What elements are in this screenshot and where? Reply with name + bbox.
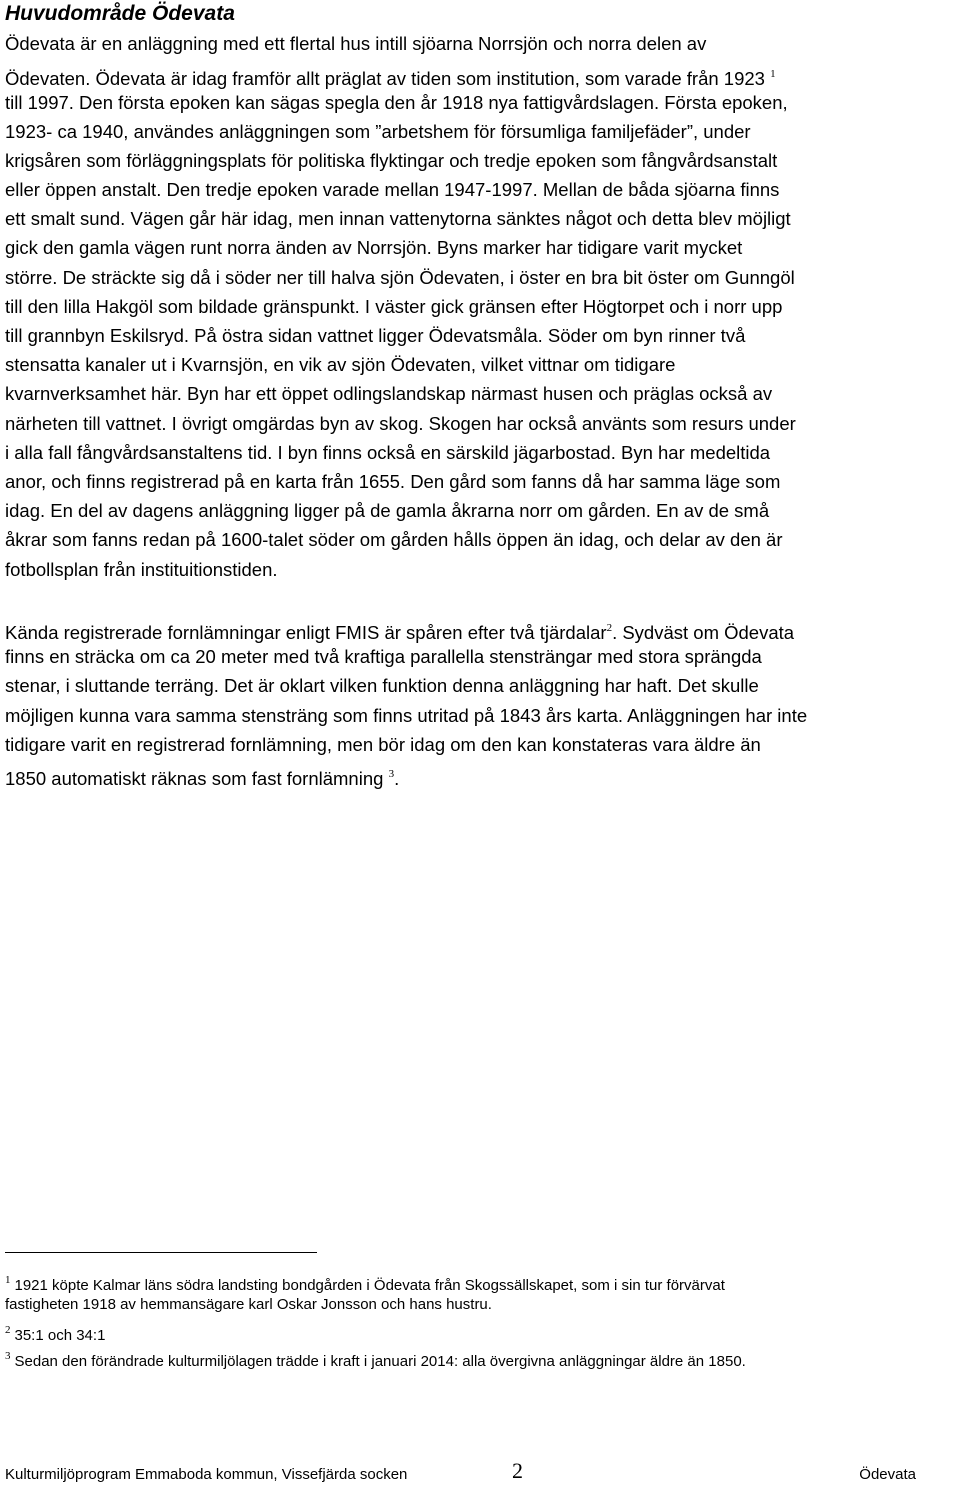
paragraph-line: anor, och finns registrerad på en karta från 1655. Den gård som fanns då har samma läge som <box>5 471 781 492</box>
paragraph-line: till den lilla Hakgöl som bildade gränspunkt. I väster gick gränsen efter Högtorpet och i norr upp <box>5 296 783 317</box>
footnote: $^1$ 1921 köpte Kalmar läns södra landsting bondgården i Ödevata från Skogssällskapet, som i sin tur förvärvat <box>5 1274 725 1294</box>
paragraph-line: närheten till vattnet. I övrigt omgärdas byn av skog. Skogen har också använts som resurs under <box>5 413 796 434</box>
paragraph-line: till grannbyn Eskilsryd. På östra sidan vattnet ligger Ödevatsmåla. Söder om byn rinner två <box>5 325 746 346</box>
footer-section-name: Ödevata <box>859 1466 916 1483</box>
paragraph-line: 1923- ca 1940, användes anläggningen som ”arbetshem för försumliga familjefäder”, under <box>5 121 751 142</box>
paragraph-line: krigsåren som förläggningsplats för politiska flyktingar och tredje epoken som fångvårdsanstalt <box>5 150 778 171</box>
paragraph-line: kvarnverksamhet här. Byn har ett öppet odlingslandskap närmast husen och präglas också av <box>5 383 773 404</box>
paragraph-line: möjligen kunna vara samma stensträng som finns utritad på 1843 års karta. Anläggningen har inte <box>5 705 808 726</box>
paragraph-line: idag. En del av dagens anläggning ligger på de gamla åkrarna norr om gården. En av de små <box>5 500 770 521</box>
footnote-mark: 3 <box>5 1350 11 1362</box>
paragraph-line: finns en sträcka om ca 20 meter med två kraftiga parallella stensträngar med stora sprängda <box>5 646 762 667</box>
footnote: $^2$ 35:1 och 34:1 <box>5 1324 106 1344</box>
paragraph-line: Ödevata är en anläggning med ett flertal hus intill sjöarna Norrsjön och norra delen av <box>5 33 707 54</box>
footnote-reference: 3 <box>388 768 395 780</box>
footnote-mark: 2 <box>5 1324 11 1336</box>
paragraph-line: stensatta kanaler ut i Kvarnsjön, en vik av sjön Ödevaten, vilket vittnar om tidigare <box>5 354 676 375</box>
footnote-separator <box>5 1252 317 1253</box>
footer-document-title: Kulturmiljöprogram Emmaboda kommun, Vissefjärda socken <box>5 1466 408 1483</box>
footnote-continuation: fastigheten 1918 av hemmansägare karl Oskar Jonsson och hans hustru. <box>5 1296 492 1313</box>
paragraph-line: större. De sträckte sig då i söder ner till halva sjön Ödevaten, i öster en bra bit öster om Gunngöl <box>5 267 795 288</box>
paragraph-line: åkrar som fanns redan på 1600-talet söder om gården hålls öppen än idag, och delar av den är <box>5 529 783 550</box>
footnote-mark: 1 <box>5 1274 11 1286</box>
paragraph-line: eller öppen anstalt. Den tredje epoken varade mellan 1947-1997. Mellan de båda sjöarna finns <box>5 179 780 200</box>
footnote-reference: 1 <box>770 68 776 80</box>
paragraph-line: i alla fall fångvårdsanstaltens tid. I byn finns också en särskild jägarbostad. Byn har medeltida <box>5 442 771 463</box>
footnote-reference: 2 <box>606 622 613 634</box>
section-heading: Huvudområde Ödevata <box>5 2 235 25</box>
paragraph-line: Kända registrerade fornlämningar enligt FMIS är spåren efter två tjärdalar$^2$. Sydväst om Ödevata <box>5 622 795 643</box>
paragraph-line: Ödevaten. Ödevata är idag framför allt präglat av tiden som institution, som varade från 1923 $^1$ <box>5 68 776 89</box>
paragraph-line: gick den gamla vägen runt norra änden av Norrsjön. Byns marker har tidigare varit mycket <box>5 237 743 258</box>
paragraph-line: fotbollsplan från instituitionstiden. <box>5 559 278 580</box>
paragraph-line: ett smalt sund. Vägen går här idag, men innan vattenytorna sänktes något och detta blev möjligt <box>5 208 791 229</box>
footnote: $^3$ Sedan den förändrade kulturmiljölagen trädde i kraft i januari 2014: alla övergivna anläggningar äldre än 1850. <box>5 1350 746 1370</box>
paragraph-line: till 1997. Den första epoken kan sägas spegla den år 1918 nya fattigvårdslagen. Första epoken, <box>5 92 788 113</box>
paragraph-line: tidigare varit en registrerad fornlämning, men bör idag om den kan konstateras vara äldre än <box>5 734 761 755</box>
page-number: 2 <box>512 1458 523 1483</box>
paragraph-line: 1850 automatiskt räknas som fast fornlämning $^3$. <box>5 768 400 789</box>
paragraph-line: stenar, i sluttande terräng. Det är oklart vilken funktion denna anläggning har haft. Det skulle <box>5 675 759 696</box>
